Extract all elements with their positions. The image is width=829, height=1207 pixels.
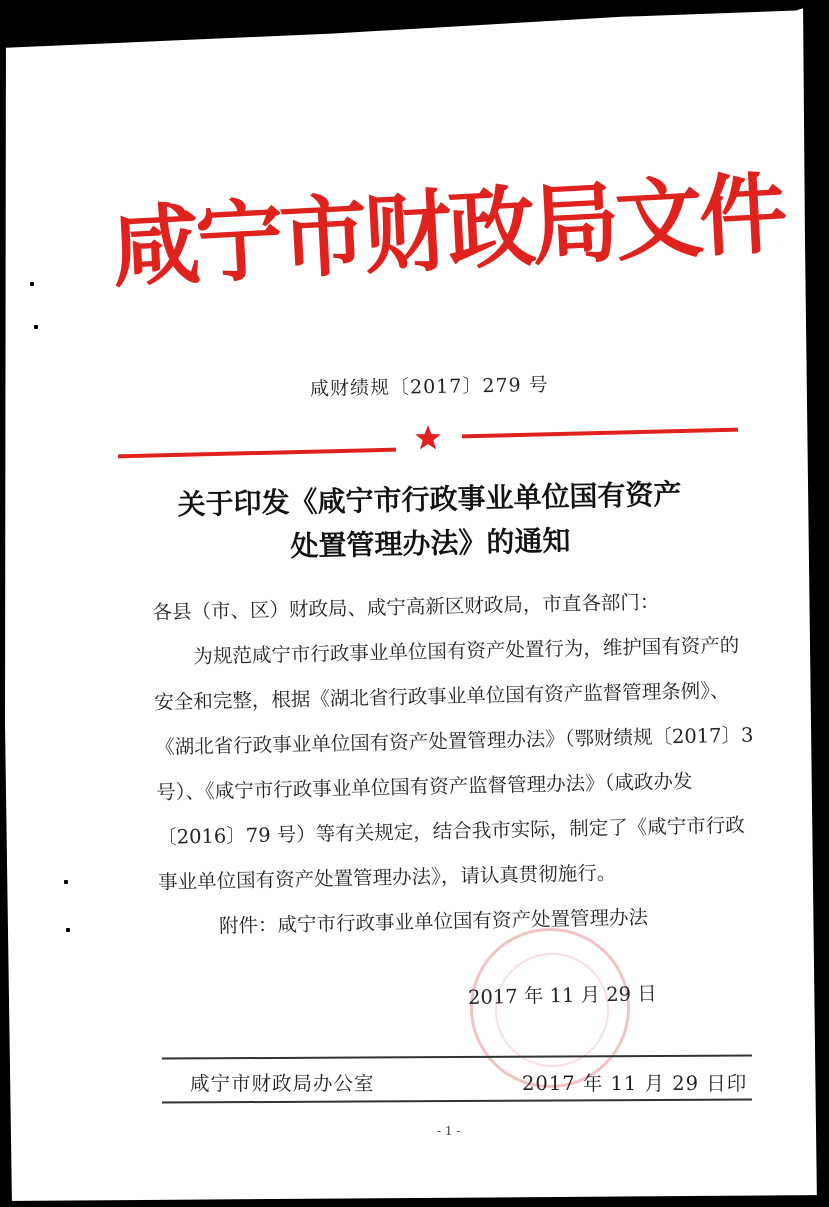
footer-office: 咸宁市财政局办公室 xyxy=(190,1072,375,1095)
star-icon xyxy=(414,424,442,452)
footer-print-date: 2017 年 11 月 29 日印 xyxy=(522,1072,748,1095)
scan-border-left xyxy=(0,0,20,1207)
document-number: 咸财绩规〔2017〕279 号 xyxy=(309,373,549,401)
scan-speck xyxy=(66,928,70,932)
scan-border-right xyxy=(789,0,829,1207)
red-rule-right xyxy=(462,428,738,439)
attachment-line: 附件：咸宁市行政事业单位国有资产处置管理办法 xyxy=(218,905,649,938)
scan-speck xyxy=(34,325,38,329)
issue-date: 2017 年 11 月 29 日 xyxy=(467,982,658,1009)
salutation: 各县（市、区）财政局、咸宁高新区财政局，市直各部门： xyxy=(152,590,660,624)
footer-rule-bottom xyxy=(162,1098,752,1103)
notice-body xyxy=(152,577,759,949)
document-header-title: 咸宁市财政局文件 xyxy=(109,160,786,300)
red-rule-left xyxy=(118,448,396,459)
footer-rule-top xyxy=(162,1054,752,1059)
notice-title-line-1: 关于印发《咸宁市行政事业单位国有资产 xyxy=(177,477,682,522)
body-paragraph: 为规范咸宁市行政事业单位国有资产处置行为，维护国有资产的安全和完整，根据《湖北省行政事业单位国有资产监督管理条例》、《湖北省行政事业单位国有资产处置管理办法》（鄂财绩规〔2017〕3 号）、《咸宁市行政事业单位国有资产监督管理办法》（咸政办发〔2016〕79 号）等有关规定，结合我市实际，制定了《咸宁市行政事业单位国有资产处置管理办法》，请认真贯彻施行。 xyxy=(154,633,754,894)
scan-border-bottom xyxy=(0,1195,829,1207)
notice-title xyxy=(129,472,731,573)
page-number: - 1 - xyxy=(437,1124,461,1138)
notice-title-line-2: 处置管理办法》的通知 xyxy=(290,524,571,563)
scan-speck xyxy=(64,880,68,884)
scan-speck xyxy=(30,282,34,286)
scan-border-top xyxy=(0,0,829,48)
